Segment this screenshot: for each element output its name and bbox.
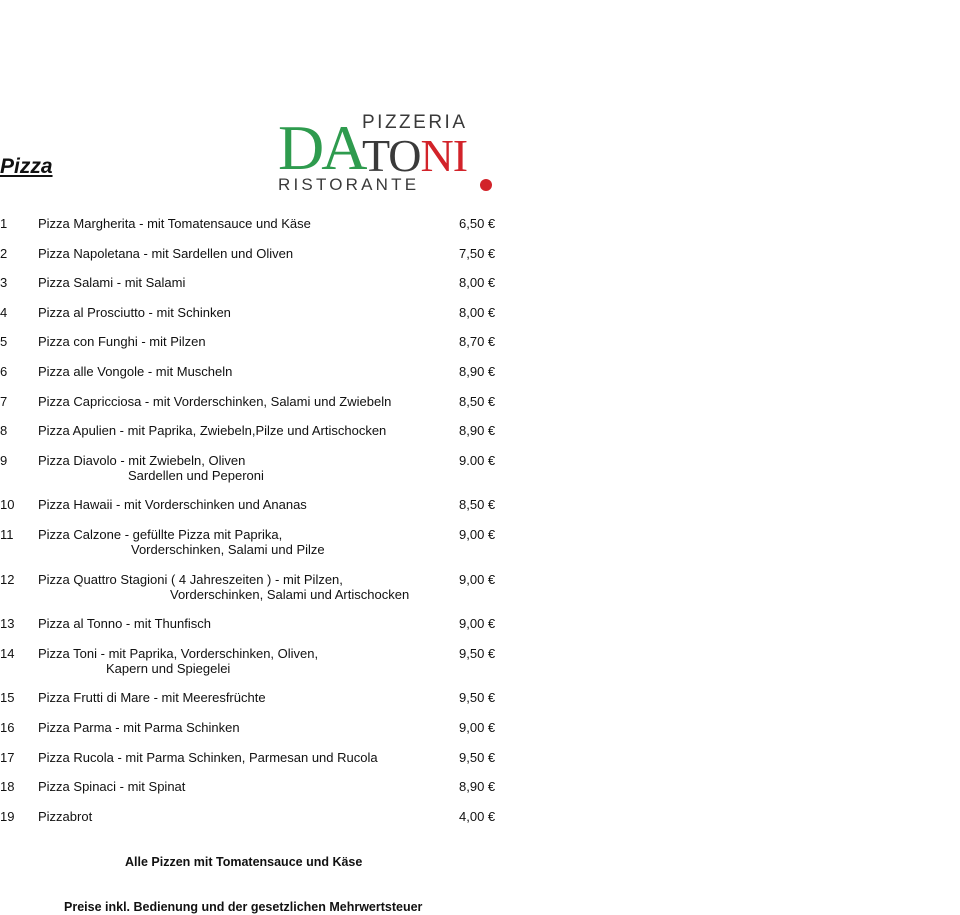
menu-item [0,646,500,691]
logo-red-dot-icon [480,179,492,191]
menu-item-description [38,216,448,231]
section-heading: Pizza [0,155,53,178]
menu-item-description-line: Pizza al Prosciutto - mit Schinken [38,304,231,320]
menu-item-price: 9,00 € [459,719,496,735]
menu-item-number: 9 [0,452,8,468]
menu-item [0,616,500,646]
menu-item-description-line: Pizza Spinaci - mit Spinat [38,779,186,795]
menu-item-number: 3 [0,275,8,291]
menu-item-price: 8,00 € [459,275,496,291]
menu-item-number: 15 [0,690,15,706]
menu-item-description [38,527,448,557]
menu-item-description-continuation: Kapern und Spiegelei [106,660,231,676]
menu-item-description-line: Pizza Calzone - gefüllte Pizza mit Paprika, [38,526,283,542]
menu-item-price: 4,00 € [459,808,496,824]
menu-item-description [38,720,448,735]
logo-ni-text: NI [420,130,468,181]
menu-item-description [38,646,448,676]
menu-item-price: 8,90 € [459,423,496,439]
menu-item-description [38,364,448,379]
menu-item-description-continuation: Vorderschinken, Salami und Artischocken [170,586,410,602]
menu-item-price: 8,90 € [459,363,496,379]
menu-item-description [38,750,448,765]
menu-item-description-line: Pizza Salami - mit Salami [38,275,186,291]
menu-item [0,809,500,839]
menu-item-price: 8,90 € [459,779,496,795]
menu-item-description-continuation: Vorderschinken, Salami und Pilze [131,541,325,557]
menu-item-price: 6,50 € [459,216,496,231]
restaurant-logo [278,112,498,196]
menu-item-description [38,497,448,512]
price-info-note: Preise inkl. Bedienung und der gesetzlichen Mehrwertsteuer [64,900,423,914]
menu-item-description [38,453,448,483]
menu-item-number: 12 [0,571,15,587]
menu-item [0,779,500,809]
menu-item [0,216,500,246]
menu-item-description-line: Pizzabrot [38,808,93,824]
menu-item-number: 10 [0,497,15,513]
menu-item-description-line: Pizza alle Vongole - mit Muscheln [38,363,233,379]
menu-item [0,423,500,453]
menu-item-number: 5 [0,334,8,350]
menu-item-number: 7 [0,393,8,409]
pizza-menu-list [0,216,500,838]
menu-item-price: 9,50 € [459,645,496,661]
menu-item [0,527,500,572]
menu-item-number: 1 [0,216,8,231]
menu-item-description-continuation: Sardellen und Peperoni [128,467,264,483]
menu-item-price: 8,00 € [459,304,496,320]
menu-item-price: 9,50 € [459,690,496,706]
menu-item-number: 8 [0,423,8,439]
menu-item-price: 9,00 € [459,526,496,542]
menu-item-description-line: Pizza Quattro Stagioni ( 4 Jahreszeiten ) - mit Pilzen, [38,571,343,587]
menu-item [0,690,500,720]
menu-item-description [38,779,448,794]
menu-item [0,572,500,617]
menu-item-price: 9,00 € [459,616,496,632]
menu-item-description [38,275,448,290]
menu-item-description-line: Pizza Parma - mit Parma Schinken [38,719,240,735]
menu-item-number: 19 [0,808,15,824]
menu-item-description [38,394,448,409]
menu-item [0,334,500,364]
menu-item-description-line: Pizza Hawaii - mit Vorderschinken und Ananas [38,497,307,513]
menu-item-number: 11 [0,526,14,542]
menu-item-description [38,572,448,602]
menu-item-description-line: Pizza Diavolo - mit Zwiebeln, Oliven [38,452,246,468]
menu-item-price: 8,50 € [459,497,496,513]
menu-item-description [38,690,448,705]
menu-item-description [38,423,448,438]
menu-item-number: 16 [0,719,15,735]
menu-item-description-line: Pizza Apulien - mit Paprika, Zwiebeln,Pilze und Artischocken [38,423,387,439]
menu-item-description [38,809,448,824]
logo-da-text: DA [278,112,365,183]
menu-item-number: 13 [0,616,15,632]
menu-item-number: 14 [0,645,15,661]
menu-item [0,305,500,335]
menu-item [0,246,500,276]
menu-item-description-line: Pizza Rucola - mit Parma Schinken, Parmesan und Rucola [38,749,378,765]
menu-item-description-line: Pizza al Tonno - mit Thunfisch [38,616,211,632]
menu-item-description [38,616,448,631]
menu-item-number: 4 [0,304,8,320]
menu-item-description-line: Pizza Capricciosa - mit Vorderschinken, Salami und Zwiebeln [38,393,392,409]
menu-item-number: 2 [0,245,8,261]
menu-item-description-line: Pizza Toni - mit Paprika, Vorderschinken, Oliven, [38,645,319,661]
menu-item-number: 17 [0,749,15,765]
menu-item-description [38,334,448,349]
menu-item-description-line: Pizza Frutti di Mare - mit Meeresfrüchte [38,690,266,706]
menu-item [0,497,500,527]
menu-item-price: 9.00 € [459,452,496,468]
logo-ristorante-text: RISTORANTE [278,175,420,194]
menu-item [0,720,500,750]
menu-item [0,453,500,498]
menu-item-description [38,305,448,320]
menu-item-price: 7,50 € [459,245,496,261]
logo-pizzeria-text: PIZZERIA [362,112,468,133]
menu-item-number: 18 [0,779,15,795]
menu-item-price: 9,50 € [459,749,496,765]
menu-item [0,750,500,780]
tomato-sauce-note: Alle Pizzen mit Tomatensauce und Käse [125,855,363,869]
menu-item [0,275,500,305]
menu-item-number: 6 [0,363,8,379]
menu-item-description [38,246,448,261]
menu-item-price: 8,50 € [459,393,496,409]
logo-to-text: TO [362,130,421,181]
menu-item [0,364,500,394]
menu-item-description-line: Pizza Napoletana - mit Sardellen und Oliven [38,245,294,261]
menu-item-description-line: Pizza Margherita - mit Tomatensauce und Käse [38,216,311,231]
menu-item-description-line: Pizza con Funghi - mit Pilzen [38,334,206,350]
menu-item [0,394,500,424]
menu-item-price: 8,70 € [459,334,496,350]
menu-item-price: 9,00 € [459,571,496,587]
